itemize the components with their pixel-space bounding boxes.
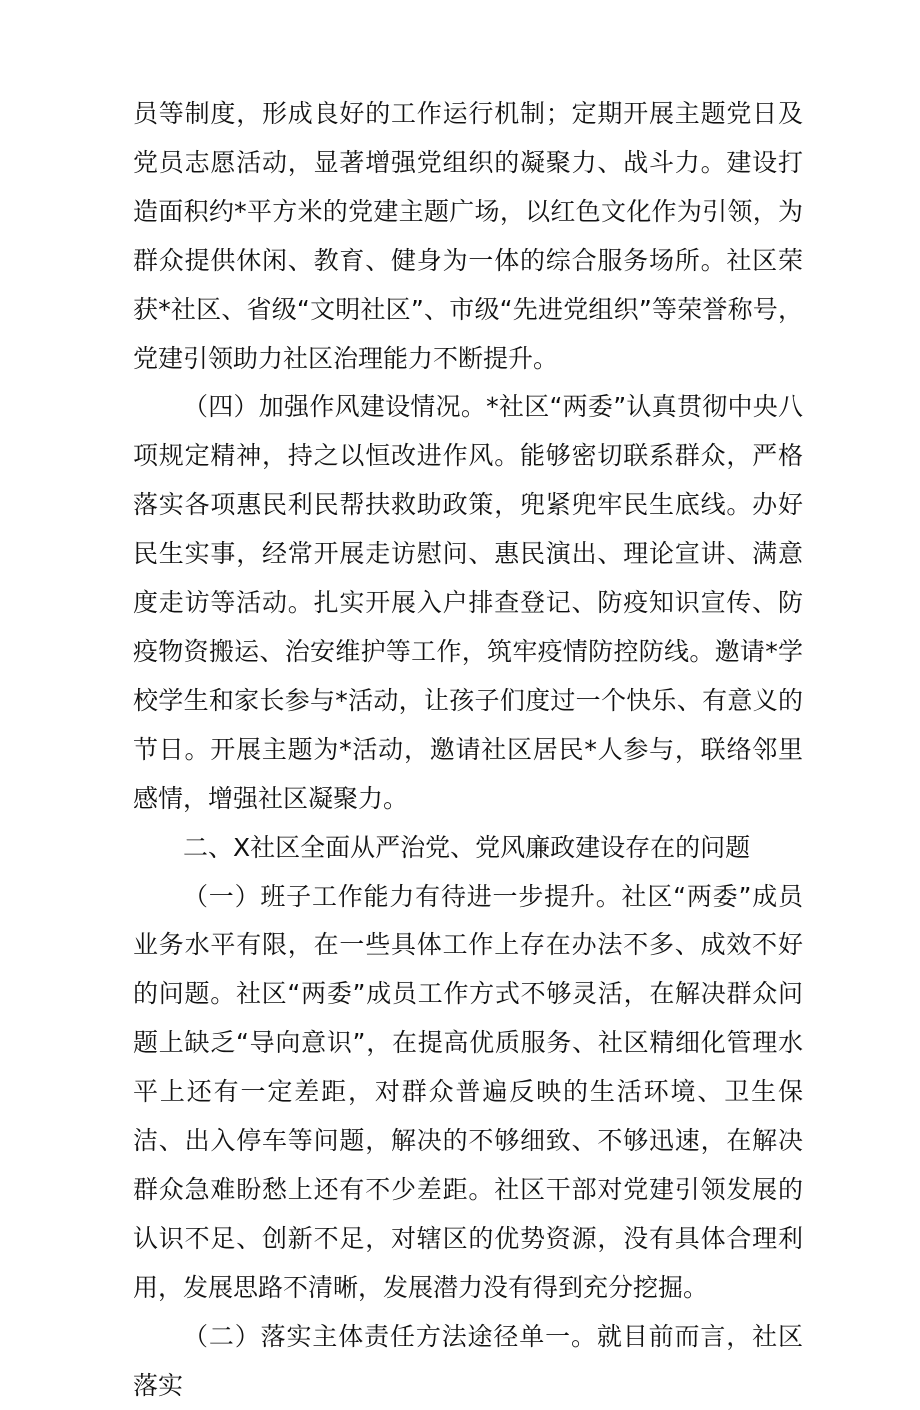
section-heading-problems: 二、X社区全面从严治党、党风廉政建设存在的问题 — [183, 832, 751, 862]
paragraph-team-capability: （一）班子工作能力有待进一步提升。社区“两委”成员业务水平有限，在一些具体工作上存在办法不多、成效不好的问题。社区“两委”成员工作方式不够灵活，在解决群众问题上缺乏“导向意识”，在提高优质服务、社区精细化管理水平上还有一定差距，对群众普遍反映的生活环境、卫生保洁、出入停车等问题，解决的不够细致、不够迅速，在解决群众急难盼愁上还有不少差距。社区干部对党建引领发展的认识不足、创新不足，对辖区的优势资源，没有具体合理利用，发展思路不清晰，发展潜力没有得到充分挖掘。 — [133, 881, 803, 1302]
paragraph-responsibility-methods: （二）落实主体责任方法途径单一。就目前而言，社区落实 — [133, 1321, 803, 1400]
paragraph-work-style: （四）加强作风建设情况。*社区“两委”认真贯彻中央八项规定精神，持之以恒改进作风。能够密切联系群众，严格落实各项惠民利民帮扶救助政策，兜紧兜牢民生底线。办好民生实事，经常开展走访慰问、惠民演出、理论宣讲、满意度走访等活动。扎实开展入户排查登记、防疫知识宣传、防疫物资搬运、治安维护等工作，筑牢疫情防控防线。邀请*学校学生和家长参与*活动，让孩子们度过一个快乐、有意义的节日。开展主题为*活动，邀请社区居民*人参与，联络邻里感情，增强社区凝聚力。 — [133, 392, 803, 813]
document-body — [133, 90, 803, 1410]
paragraph-party-building-continued: 员等制度，形成良好的工作运行机制；定期开展主题党日及党员志愿活动，显著增强党组织的凝聚力、战斗力。建设打造面积约*平方米的党建主题广场，以红色文化作为引领，为群众提供休闲、教育、健身为一体的综合服务场所。社区荣获*社区、省级“文明社区”、市级“先进党组织”等荣誉称号，党建引领助力社区治理能力不断提升。 — [133, 99, 803, 373]
